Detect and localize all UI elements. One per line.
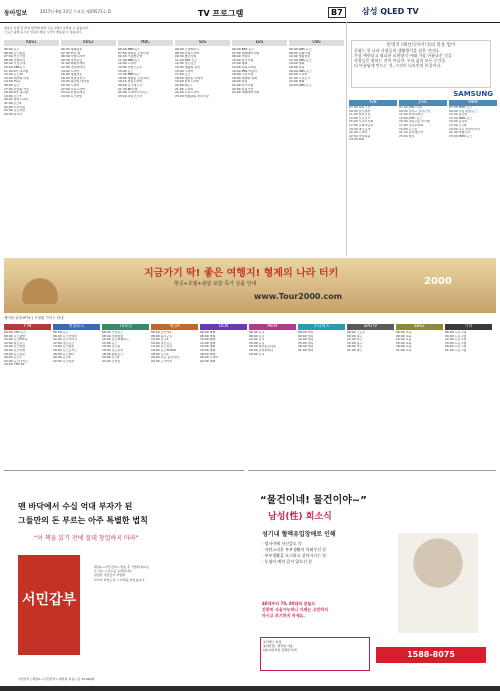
program-line: 22:00 뉴스워치 — [53, 359, 75, 363]
program-line: 15:00 애니 — [298, 341, 314, 345]
book-ad — [4, 470, 244, 689]
program-line: 19:00 뉴스룸 — [399, 127, 418, 131]
program-line: 22:50 비밀의숲 — [349, 134, 371, 138]
program-line: 06:00 모닝와이드 — [175, 48, 200, 51]
channel-column — [200, 324, 247, 470]
program-line: 23:20 백종원의 골목식당 — [175, 94, 209, 98]
program-line: 10:00 뉴스A — [151, 338, 169, 342]
program-line: 18:00 생방송 오늘저녁 — [118, 76, 149, 80]
box-line: 효과만점 · 편리한 사용 — [263, 644, 293, 648]
program-line: 15:00 교육 — [396, 341, 412, 345]
health-line2: 남성(性) 희소식 — [268, 512, 332, 522]
program-line: 23:30 뉴스라인 — [4, 109, 26, 113]
health-line1: “물건이네! 물건이야~” — [260, 495, 367, 506]
program-line: 14:00 뉴스현장 — [53, 345, 75, 349]
program-line: 23:00 세계테마기행 — [232, 91, 259, 95]
footer-bar — [0, 686, 500, 691]
program-line: 21:00 한국기행 — [232, 83, 254, 87]
book-cover-title: 서민갑부 — [22, 592, 77, 608]
channel-name: 기타 — [445, 324, 492, 330]
channel-name: OBS — [289, 40, 344, 46]
program-line: 20:25 일일드라마 — [4, 98, 29, 102]
program-line: 12:00 뮤직 — [249, 338, 265, 342]
channel-column — [349, 100, 397, 270]
program-line: 10:00 생활정보 — [289, 55, 311, 59]
samsung-channels — [349, 100, 497, 274]
travel-banner — [4, 258, 496, 313]
program-line: 09:00 프로그램 — [445, 334, 467, 338]
program-line: 09:00 축구 — [347, 334, 363, 338]
channel-name: Mnet — [249, 324, 296, 330]
program-line: 14:00 TV쇼 — [4, 80, 21, 84]
program-line: 17:00 뉴스 — [175, 73, 191, 77]
program-line: 22:00 다큐시선 — [232, 87, 254, 91]
program-line: 12:00 정오뉴스 — [175, 62, 197, 66]
channel-column — [53, 324, 100, 470]
program-line: 12:00 프로그램 — [445, 338, 467, 342]
channel-column — [449, 100, 497, 270]
program-line: 11:00 6시 내고향 — [4, 69, 29, 73]
channel-column — [61, 40, 116, 252]
program-line: 10:00 한국기행 — [232, 58, 254, 62]
info-line: 방송사 사정 및 편성 변경에 따라 프로그램이 달라질 수 있습니다. — [4, 26, 89, 30]
program-line: 16:00 뉴스포커스 — [53, 348, 78, 352]
health-ad — [248, 470, 496, 689]
program-line: 21:00 비행소녀 — [449, 131, 471, 135]
channel-column — [445, 324, 492, 470]
program-line: 06:00 YTN 뉴스 — [4, 331, 27, 334]
health-bullet: · 자연스러운 부부생활이 어려우신 분 — [262, 547, 327, 552]
program-line: 12:00 드라마 — [118, 62, 137, 66]
program-line: 06:00 뉴스광장 — [4, 51, 26, 55]
program-line: 14:00 영화 — [200, 345, 216, 349]
program-line: 07:00 tvN 모닝 — [349, 106, 371, 109]
quote-head: 문명지 (패션디자이너)의 말을 빌어 — [386, 43, 456, 48]
program-line: 06:00 생생정보 — [61, 48, 83, 51]
travel-headline: 지금가기 딱! 좋은 여행지! 형제의 나라 터키 — [144, 268, 339, 279]
section-title: TV 프로그램 — [198, 9, 244, 18]
page-header — [0, 0, 500, 23]
program-line: 15:00 냉장고를 부탁해 — [399, 120, 430, 124]
program-line: 22:00 뮤직 — [249, 352, 265, 356]
health-bullets — [262, 541, 382, 565]
program-line: 22:00 수목미니시리즈 — [118, 91, 148, 95]
channel-column — [347, 324, 394, 470]
program-line: 23:00 썰전 — [399, 134, 415, 138]
program-line: 21:00 프로그램 — [445, 348, 467, 352]
program-line: 15:00 드라마 — [175, 69, 194, 73]
top-channel-columns — [4, 40, 344, 252]
program-line: 18:00 극한직업 — [232, 73, 254, 77]
program-line: 13:00 생활의 달인 — [175, 65, 201, 69]
program-line: 17:00 문제적남자 — [349, 123, 374, 127]
program-line: 15:00 뮤직 — [249, 341, 265, 345]
program-line: 21:00 축구 — [347, 348, 363, 352]
program-line: 17:00 뉴스8 — [449, 123, 467, 127]
program-line: 18:00 영화 — [200, 352, 216, 356]
program-line: 21:00 시사토크 — [289, 76, 311, 80]
program-line: 07:00 JTBC 아침 — [399, 106, 423, 109]
program-line: 18:00 종합뉴스 — [102, 352, 124, 356]
channel-name: 채널A — [151, 324, 198, 330]
program-line: 15:00 프로그램 — [445, 341, 467, 345]
program-line: 23:10 안녕하세요 — [61, 91, 86, 95]
band-line: 40대부터 70, 80대의 분들도 — [262, 601, 316, 606]
band-line: 간편히 사용가능하니 이제는 고민하지 — [262, 607, 329, 612]
program-line: 24:30 한국사 — [4, 112, 23, 116]
program-line: 07:00 세계테마기행 — [232, 51, 259, 55]
program-line: 08:30 아침드라마 — [175, 51, 200, 55]
program-line: 22:00 강적들 — [102, 359, 121, 363]
program-line: 07:00 MBN 뉴스 — [449, 106, 473, 109]
program-line: 16:00 뉴스TOP10 — [151, 348, 177, 352]
book-footer: 서민갑부 | 채널A <서민갑부> 제작팀 지음 | 값 15,000원 — [18, 677, 95, 681]
program-line: 18:00 야구 — [347, 345, 363, 349]
program-line: 18:00 6시 내고향 — [4, 91, 29, 95]
book-cover — [18, 555, 80, 655]
program-line: 24:00 OBS 뉴스 — [289, 83, 312, 87]
channel-name: MBN — [449, 100, 497, 106]
program-line: 14:00 영화 — [289, 62, 305, 66]
channel-name: tvN — [349, 100, 397, 106]
program-line: 13:00 세상의 아침 — [4, 76, 30, 80]
program-line: 10:00 영화 — [200, 338, 216, 342]
program-line: 18:00 OBS 뉴스 — [289, 69, 312, 73]
program-line: 20:00 나는 몸신이다 — [151, 356, 179, 360]
info-text — [4, 26, 344, 34]
program-line: 09:30 기분좋은날 — [118, 55, 143, 59]
program-line: 21:30 PD수첩 — [118, 87, 138, 91]
program-line: 22:00 시사기획 — [4, 105, 26, 109]
program-line: 17:00 사랑의 가족 — [4, 87, 30, 91]
program-line: 20:00 쇼미더머니 — [249, 348, 274, 352]
channel-name: EBS — [232, 40, 287, 46]
program-line: 17:00 MBC뉴스 — [118, 73, 141, 77]
program-line: 12:00 야구 — [347, 338, 363, 342]
samsung-logo: SAMSUNG — [453, 90, 493, 98]
program-line: 18:00 프로그램 — [445, 345, 467, 349]
program-line: 14:00 다큐프라임 — [232, 65, 257, 69]
channel-column — [102, 324, 149, 470]
program-line: 21:00 드라마 — [175, 87, 194, 91]
program-line: 12:30 국악한마당 — [61, 65, 86, 69]
travel-sub: 항공+호텔+관광 포함 특가 상품 안내 — [174, 281, 257, 287]
program-line: 13:00 리얼스토리 — [118, 65, 143, 69]
program-line: 06:00 MBC뉴스 — [118, 48, 141, 51]
quote-line: 사람들은 원하는 것이 아닐까. 우리 삶의 모든 순간을 — [354, 58, 446, 63]
channel-column — [399, 100, 447, 270]
program-line: 24:00 SNL — [349, 138, 365, 142]
program-line: 12:00 영화 — [200, 341, 216, 345]
page-number: B7 — [328, 7, 346, 18]
book-desc-line: 채널A <서민갑부> 방송 후 가볍게 떠나는 — [94, 565, 150, 569]
program-line: 10:00 뉴스N이슈 — [4, 338, 28, 342]
program-line: 20:00 뉴스데스크 — [118, 83, 143, 87]
program-line: 23:00 MBN 뉴스 — [449, 134, 473, 138]
channel-column — [4, 40, 59, 252]
program-line: 12:00 OBS 뉴스 — [289, 58, 312, 62]
program-line: 20:00 뉴스9 — [53, 356, 71, 360]
program-line: 06:00 OBS 뉴스 — [289, 48, 312, 51]
program-line: 14:00 뉴스판 — [102, 345, 121, 349]
program-line: 20:00 뉴스9 — [102, 356, 120, 360]
program-line: 22:00 영화 — [289, 80, 305, 84]
health-band — [262, 601, 372, 619]
program-line: 20:00 드라마 — [200, 356, 219, 360]
book-line2: 그들만의 돈 부르는 아주 특별한 법칙 — [18, 516, 148, 525]
program-line: 16:00 다큐 — [289, 65, 305, 69]
program-line: 10:00 KBS뉴스 — [4, 65, 26, 69]
quote-line: 가장 세련되고 정교한 표현방식 아래 가장 아름다운 것을 — [354, 53, 452, 58]
date-line: 2017년 8월 23일 수요일 제29571호 D — [40, 9, 111, 14]
program-line: 08:00 뉴스투데이 — [53, 334, 78, 338]
program-line: 22:00 수목드라마 — [175, 91, 200, 95]
box-line: 1분이내 착용 간편한 부착 — [263, 648, 297, 652]
program-line: 18:00 뉴스특보 — [4, 352, 26, 356]
program-line: 19:00 세계의 명화 — [232, 76, 258, 80]
channel-name: KBS1 — [4, 40, 59, 46]
program-line: 19:00 나는 자연인이다 — [449, 127, 480, 131]
program-line: 09:00 잘먹고 잘사는법 — [399, 109, 430, 113]
program-line: 20:00 8뉴스 — [175, 83, 193, 87]
health-line3: 성기내 혈액유입장애로 인해 — [262, 531, 336, 538]
channel-column — [118, 40, 173, 252]
program-line: 10:00 뉴스퍼레이드 — [102, 338, 129, 342]
program-line: 12:00 정오뉴스 — [4, 341, 26, 345]
program-line: 11:00 해피투게더 — [61, 62, 86, 66]
program-line: 22:00 뉴스나이트 — [4, 359, 29, 363]
program-line: 15:00 동치미 — [449, 120, 468, 124]
program-line: 18:00 엠카운트다운 — [249, 345, 276, 349]
travel-number: 2000 — [424, 276, 452, 287]
program-line: 06:00 교육 — [396, 331, 412, 334]
program-line: 12:00 교육 — [396, 338, 412, 342]
cable-tabs: 케이블·위성·IPTV | 시청률 가이드 안내 — [4, 316, 64, 320]
program-line: 20:00 다큐 — [232, 80, 248, 84]
program-line: 09:00 애니 — [298, 334, 314, 338]
program-line: 20:00 드라마 — [289, 73, 308, 77]
program-line: 18:00 뉴스센터 — [53, 352, 75, 356]
travel-web: www.Tour2000.com — [254, 292, 343, 301]
program-line: 09:00 교육 — [396, 334, 412, 338]
channel-column — [175, 40, 230, 252]
program-line: 13:00 MBN 뉴스 — [449, 116, 473, 120]
quote-line: 더 아름답게 만드는 것, 그것이 디자인의 본질이다. — [354, 63, 442, 68]
program-line: 12:00 정오뉴스 — [53, 341, 75, 345]
program-line: 06:00 모닝뉴스 — [102, 331, 124, 334]
program-line: 18:00 교육 — [396, 345, 412, 349]
channel-column — [396, 324, 443, 470]
lower-channel-columns — [4, 324, 496, 470]
program-line: 09:30 좋은아침 — [175, 55, 197, 59]
program-line: 08:00 문화기행 — [289, 51, 311, 55]
program-line: 07:50 인간극장 — [4, 55, 26, 59]
box-line: 조이맥스 특징 — [263, 640, 282, 644]
book-desc-line: 돈 버는 노하우를 공개합니다. — [94, 569, 133, 574]
health-bullet: · 동생이 예전 같지 않으신 분 — [262, 559, 313, 564]
program-line: 19:00 명단공개 — [349, 127, 371, 131]
program-line: 12:00 뉴스 — [102, 341, 118, 345]
program-line: 14:00 뉴스현장 — [4, 345, 26, 349]
newspaper-name: 동아일보 — [4, 10, 28, 17]
channel-name: OCN — [200, 324, 247, 330]
health-box — [260, 637, 370, 671]
program-line: 19:00 황금빛 내인생 — [61, 80, 89, 84]
program-line: 22:00 영화 — [200, 359, 216, 363]
book-desc-line: 평범한 사람들이 어떻게 — [94, 573, 125, 578]
channel-column — [249, 324, 296, 470]
program-line: 09:00 아침 종합뉴스 — [449, 109, 477, 113]
program-line: 18:00 뉴스A — [151, 352, 169, 356]
program-line: 18:00 일일연속극 — [61, 76, 86, 80]
program-line: 18:00 애니 — [298, 345, 314, 349]
program-line: 17:00 정치부회의 — [399, 123, 424, 127]
program-line: 09:00 뮤직 — [249, 334, 265, 338]
program-line: 06:00 프로그램 — [445, 331, 467, 334]
book-line3: “이 책을 읽기 전에 절대 창업하지 마라” — [34, 535, 139, 542]
program-line: 19:00 뉴스7 — [4, 94, 22, 98]
program-line: 21:00 애니 — [298, 348, 314, 352]
program-line: 15:00 농구 — [347, 341, 363, 345]
program-line: 15:00 뉴스 — [118, 69, 134, 73]
channel-name: TV조선 — [102, 324, 149, 330]
program-line: 19:15 일일드라마 — [118, 80, 143, 84]
program-line: 06:00 애니 — [298, 331, 314, 334]
program-line: 21:00 뉴스9 — [4, 101, 22, 105]
program-line: 21:00 교육 — [396, 348, 412, 352]
quote-box — [351, 40, 491, 88]
info-line: 스포츠 중계 등으로 인하여 방송 시간이 변동될 수 있습니다. — [4, 30, 83, 34]
channel-name: SPOTV — [347, 324, 394, 330]
program-line: 12:00 정오뉴스 — [151, 341, 173, 345]
channel-name: KBS2 — [61, 40, 116, 46]
program-line: 06:00 스포츠 — [347, 331, 366, 334]
man-photo — [398, 533, 478, 633]
program-line: 20:30 드라마 — [61, 83, 80, 87]
program-line: 12:00 뉴스12 — [4, 73, 24, 77]
channel-name: MBC — [118, 40, 173, 46]
book-desc — [94, 565, 234, 582]
channel-column — [298, 324, 345, 470]
program-line: 11:00 MBC뉴스 — [118, 58, 141, 62]
program-line: 06:00 EBS 뉴스 — [232, 48, 255, 51]
program-line: 22:00 수목드라마 — [61, 87, 86, 91]
band-line: 마시고 포기하지 마세요. — [262, 613, 305, 618]
program-line: 07:50 생방송 오늘아침 — [118, 51, 149, 55]
health-bullet: · 부부생활을 포기하고 살아가시는 분 — [262, 553, 327, 558]
health-bullet: · 정자이에 자신감도 뚝 — [262, 541, 302, 546]
program-line: 12:00 명의 — [232, 62, 248, 66]
program-line: 24:30 뉴스타임 — [61, 94, 83, 98]
channel-column — [232, 40, 287, 252]
program-line: 16:00 생생정보 — [61, 73, 83, 77]
program-line: 06:00 뉴스 — [53, 331, 69, 334]
program-line: 14:00 드라마 — [61, 69, 80, 73]
program-line: 23:10 라디오스타 — [118, 94, 143, 98]
program-line: 06:00 굿모닝A — [151, 331, 172, 334]
channel-name: 연합뉴스 — [53, 324, 100, 330]
channel-name: SBS — [175, 40, 230, 46]
program-line: 09:30 여유만만 — [61, 58, 83, 62]
program-line: 20:40 드라마 — [349, 131, 368, 135]
phone-number: 1588-8075 — [376, 647, 486, 663]
program-line: 08:00 돌직구쇼 — [151, 334, 173, 338]
program-line: 11:00 알쓸신잡 — [349, 113, 371, 117]
program-line: 18:00 생방송 투데이 — [175, 76, 203, 80]
mosque-image — [10, 264, 70, 304]
channel-column — [289, 40, 344, 252]
channel-column — [4, 324, 51, 470]
program-line: 08:00 신통방통 — [102, 334, 124, 338]
program-line: 16:00 뉴스타워 — [4, 348, 26, 352]
program-line: 12:00 애니 — [298, 338, 314, 342]
program-line: 05:00 뉴스 — [4, 48, 20, 51]
program-line: 06:00 영화 — [200, 331, 216, 334]
program-line: 15:00 수요미식회 — [349, 120, 374, 124]
program-line: 16:00 영화 — [200, 348, 216, 352]
program-line: 13:00 신서유기 — [349, 116, 371, 120]
program-line: 16:00 보도본부 — [102, 348, 124, 352]
channel-column — [151, 324, 198, 470]
program-line: 08:00 영화 — [200, 334, 216, 338]
program-line: 20:00 뉴스Y — [4, 356, 22, 360]
program-line: 13:00 JTBC 뉴스 — [399, 116, 423, 120]
program-line: 08:30 아침드라마 — [61, 55, 86, 59]
program-line: 08:00 어린이 — [232, 55, 251, 59]
channel-name: YTN — [4, 324, 51, 330]
program-line: 14:00 뉴스특급 — [151, 345, 173, 349]
program-line: 10:00 뉴스라이브 — [53, 338, 78, 342]
channel-name: 투니버스 — [298, 324, 345, 330]
program-line: 09:00 삼시세끼 — [349, 109, 371, 113]
program-line: 19:00 일일드라마 — [175, 80, 200, 84]
program-line: 07:30 TV소설 — [61, 51, 81, 55]
program-line: 21:30 효리네민박 — [399, 131, 424, 135]
program-line: 22:00 도시어부 — [151, 359, 173, 363]
program-line: 16:00 EBS 어린이 — [232, 69, 258, 73]
program-line: 11:00 SBS 뉴스 — [175, 58, 198, 62]
channel-name: JTBC — [399, 100, 447, 106]
channel-name: EBS2 — [396, 324, 443, 330]
program-line: 24:00 YTN 24 — [4, 363, 25, 367]
samsung-ad — [346, 22, 499, 256]
book-desc-line: 부자가 되었는지 그 비밀을 담았습니다. — [94, 577, 146, 582]
program-line: 06:00 뮤직 — [249, 331, 265, 334]
quote-line: 문화는 한 나라 사람들의 생활방식을 담은 것이다. — [354, 48, 441, 53]
program-line: 11:00 비정상회담 — [399, 113, 424, 117]
program-line: 11:00 황금알 — [449, 113, 468, 117]
samsung-title: 삼성 QLED TV — [362, 7, 419, 16]
program-line: 09:40 가요무대 — [4, 62, 26, 66]
book-line1: 맨 바닥에서 수십 억대 부자가 된 — [18, 502, 133, 511]
program-line: 08:00 뉴스출발 — [4, 334, 26, 338]
program-line: 08:25 아침마당 — [4, 58, 26, 62]
program-line: 16:00 뉴스 — [4, 83, 20, 87]
